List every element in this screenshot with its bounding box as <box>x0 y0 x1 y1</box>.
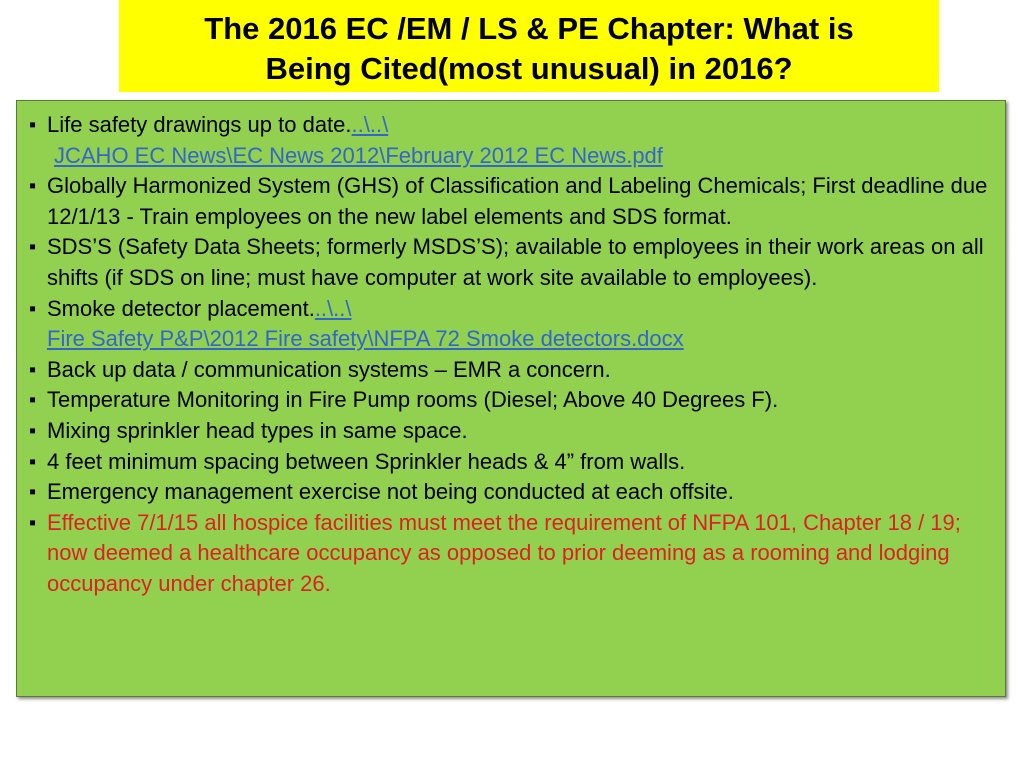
bullet-icon: ▪ <box>29 358 37 381</box>
file-link[interactable]: JCAHO EC News\EC News 2012\February 2012 EC News.pdf <box>54 142 663 168</box>
relative-path-link[interactable]: ..\..\ <box>314 295 352 321</box>
bullet-icon: ▪ <box>29 114 37 136</box>
relative-path-link[interactable]: ..\..\ <box>351 112 389 137</box>
title-line-1: The 2016 EC /EM / LS & PE Chapter: What is <box>204 11 854 46</box>
bullet-icon: ▪ <box>29 389 37 412</box>
list-item <box>27 416 1003 447</box>
bullet-icon: ▪ <box>29 297 37 320</box>
file-link[interactable]: Fire Safety P&P\2012 Fire safety\NFPA 72 Smoke detectors.docx <box>47 326 684 352</box>
item-text: Life safety drawings up to date. <box>47 112 352 137</box>
item-text: Smoke detector placement. <box>47 295 315 321</box>
item-text: SDS’S (Safety Data Sheets; formerly MSDS’S); available to employees in their work areas on all shifts (if SDS on line; must have computer at work site available to employees). <box>47 234 984 290</box>
list-item <box>27 355 1003 386</box>
slide-title <box>119 0 939 89</box>
bullet-icon: ▪ <box>29 511 37 534</box>
bullet-icon: ▪ <box>29 481 37 504</box>
content-panel <box>16 100 1006 697</box>
bullet-icon: ▪ <box>29 236 37 259</box>
item-text: Mixing sprinkler head types in same space. <box>47 417 468 443</box>
item-text: Emergency management exercise not being conducted at each offsite. <box>47 479 734 505</box>
list-item <box>27 477 1003 508</box>
title-banner <box>119 0 939 92</box>
list-item <box>27 232 1003 293</box>
bullet-icon: ▪ <box>29 450 37 473</box>
title-line-2: Being Cited(most unusual) in 2016? <box>265 51 793 86</box>
item-text: Back up data / communication systems – EMR a concern. <box>47 356 611 382</box>
list-item <box>27 110 1003 171</box>
bullet-icon: ▪ <box>29 175 37 198</box>
bullet-list <box>27 110 1003 600</box>
list-item <box>27 508 1003 600</box>
item-text: Temperature Monitoring in Fire Pump rooms (Diesel; Above 40 Degrees F). <box>47 387 779 413</box>
bullet-icon: ▪ <box>29 419 37 442</box>
item-text: Effective 7/1/15 all hospice facilities must meet the requirement of NFPA 101, Chapter 18 / 19; now deemed a healthcare occupancy as opposed to prior deeming as a rooming and lodging occupancy under chapter 26. <box>47 509 961 596</box>
item-text: 4 feet minimum spacing between Sprinkler heads & 4” from walls. <box>47 448 686 474</box>
item-text: Globally Harmonized System (GHS) of Classification and Labeling Chemicals; First deadline due 12/1/13 - Train employees on the new label elements and SDS format. <box>47 173 988 229</box>
list-item <box>27 294 1003 355</box>
list-item <box>27 447 1003 478</box>
list-item <box>27 171 1003 232</box>
list-item <box>27 385 1003 416</box>
